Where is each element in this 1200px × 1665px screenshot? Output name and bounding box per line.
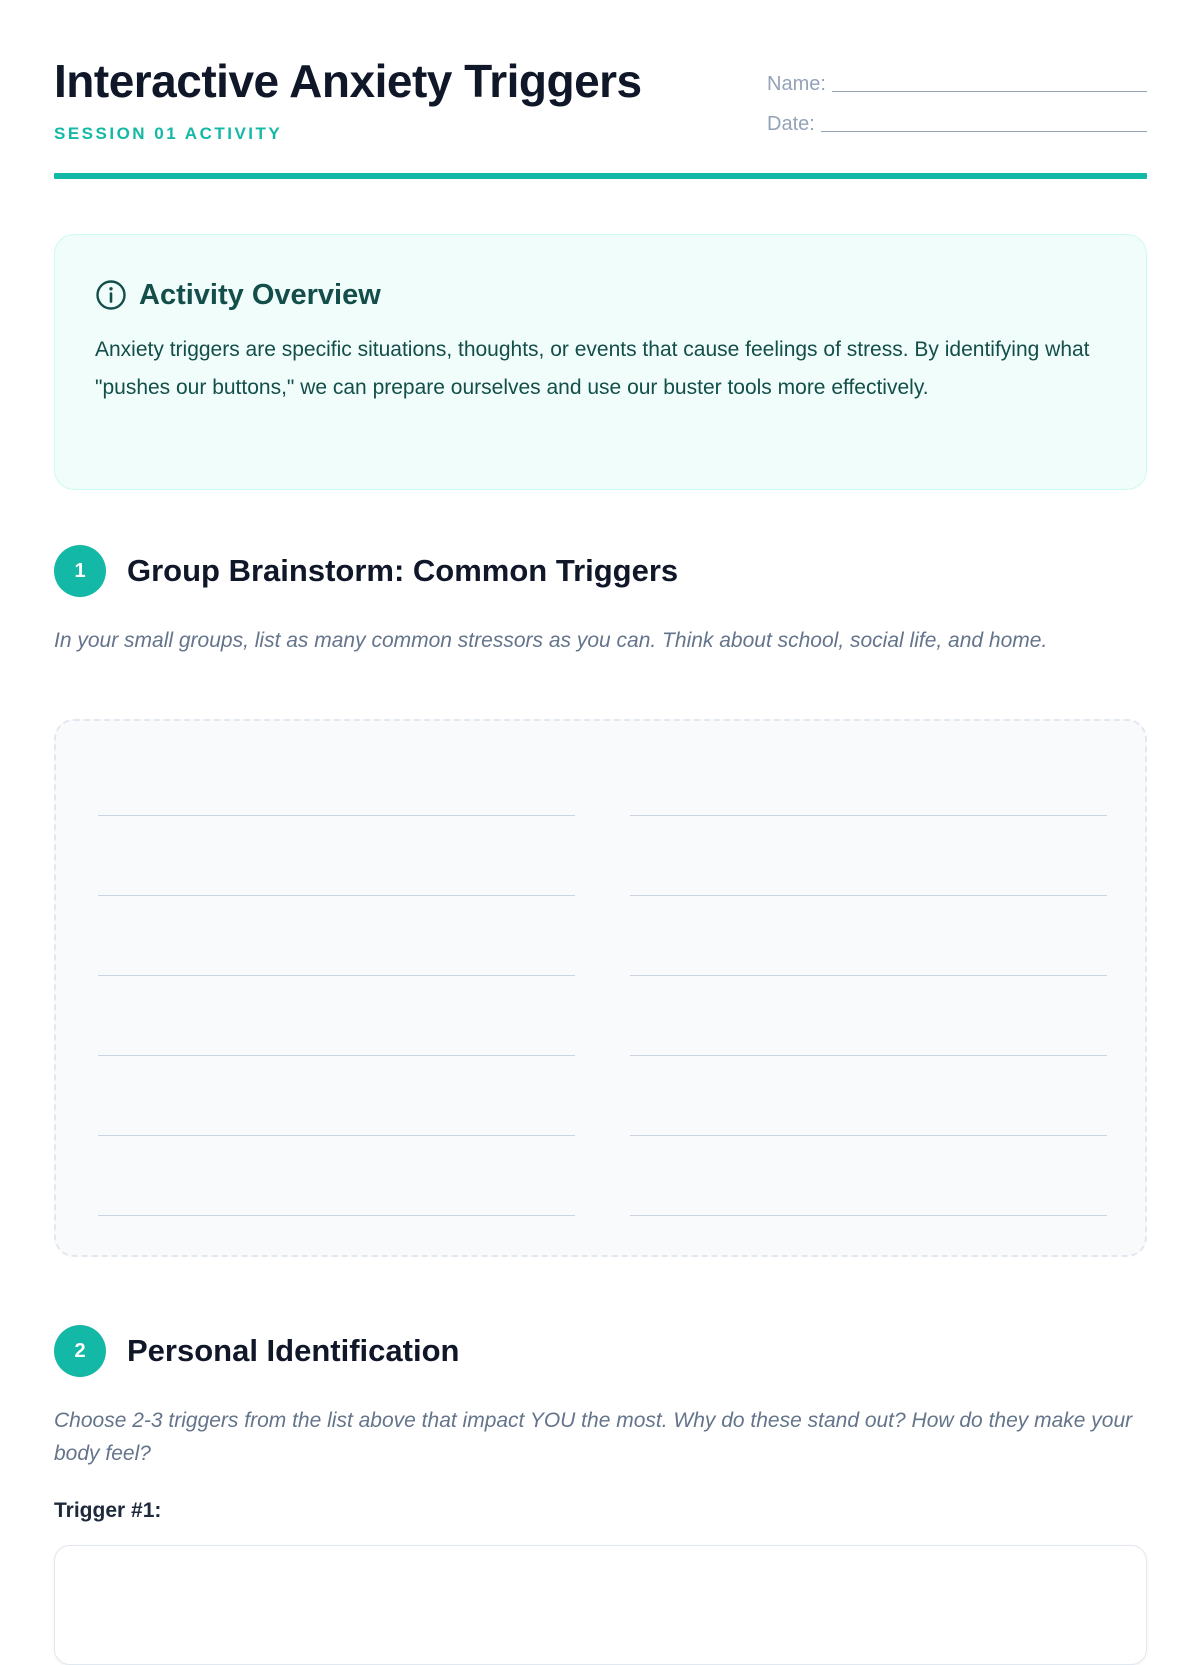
section-2-header [54, 1325, 459, 1377]
write-line[interactable] [630, 1215, 1107, 1216]
student-info [767, 56, 1147, 136]
write-line[interactable] [98, 1215, 575, 1216]
section-1-header [54, 545, 678, 597]
overview-text: Anxiety triggers are specific situations, thoughts, or events that cause feelings of stress. By identifying what "pushes our buttons," we can prepare ourselves and use our buster tools more effectively. [95, 338, 1090, 399]
section-2-title: Personal Identification [127, 1333, 460, 1368]
step-badge-2: 2 [54, 1325, 106, 1377]
name-blank-line[interactable] [832, 69, 1147, 92]
step-badge-1: 1 [54, 545, 106, 597]
info-icon [95, 279, 127, 311]
overview-title: Activity Overview [139, 278, 381, 311]
write-line[interactable] [630, 895, 1107, 975]
write-line[interactable] [630, 1055, 1107, 1135]
section-2-instructions: Choose 2-3 triggers from the list above that impact YOU the most. Why do these stand out? How do they make your body feel? [54, 1409, 1133, 1465]
section-1-instructions: In your small groups, list as many common stressors as you can. Think about school, social life, and home. [54, 629, 1048, 652]
date-blank-line[interactable] [821, 109, 1147, 132]
trigger-1-label: Trigger #1: [54, 1499, 162, 1522]
brainstorm-area[interactable] [54, 719, 1147, 1257]
write-line[interactable] [98, 975, 575, 1055]
write-line[interactable] [98, 1055, 575, 1135]
worksheet-header [54, 0, 1147, 180]
brainstorm-column-left [98, 815, 575, 1216]
trigger-1-input-box[interactable] [54, 1545, 1147, 1665]
header-divider [54, 173, 1147, 179]
date-field[interactable] [767, 96, 1147, 136]
activity-overview-card [54, 234, 1147, 490]
session-label: SESSION 01 ACTIVITY [54, 124, 283, 143]
date-label: Date: [767, 113, 815, 135]
page-title: Interactive Anxiety Triggers [54, 55, 642, 107]
name-field[interactable] [767, 56, 1147, 96]
write-line[interactable] [98, 1135, 575, 1215]
worksheet-page [54, 0, 1147, 1522]
overview-header [95, 275, 1106, 315]
section-1-title: Group Brainstorm: Common Triggers [127, 553, 679, 588]
write-line[interactable] [98, 895, 575, 975]
write-line[interactable] [630, 815, 1107, 895]
write-line[interactable] [630, 1135, 1107, 1215]
write-line[interactable] [630, 975, 1107, 1055]
name-label: Name: [767, 73, 826, 95]
write-line[interactable] [98, 815, 575, 895]
brainstorm-column-right [630, 815, 1107, 1216]
